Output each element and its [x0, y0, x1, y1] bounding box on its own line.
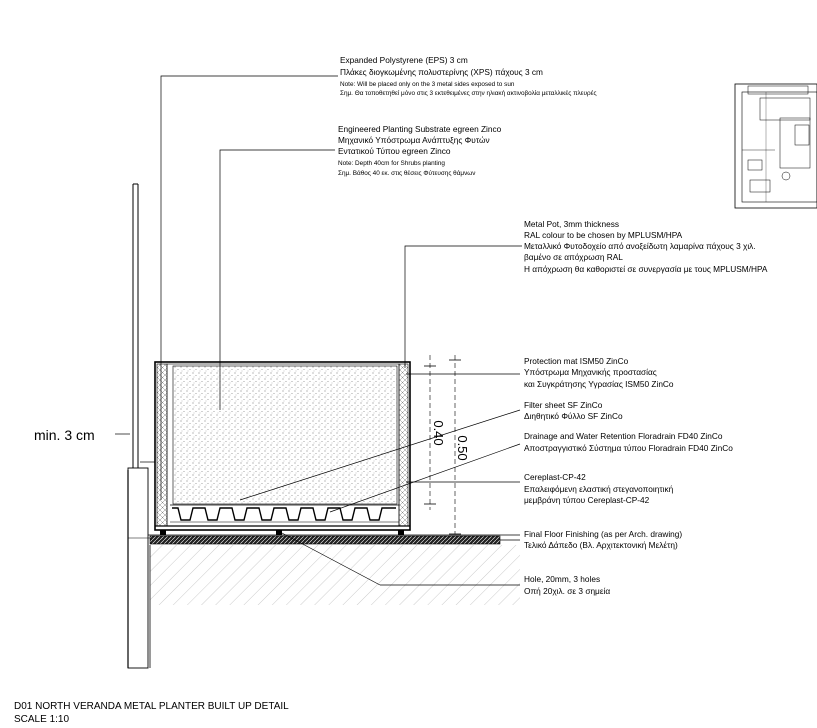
svg-text:Η απόχρωση θα καθοριστεί σε συ: Η απόχρωση θα καθοριστεί σε συνεργασία με τους MPLUSM/HPA: [524, 264, 768, 274]
svg-text:Hole, 20mm, 3 holes: Hole, 20mm, 3 holes: [524, 574, 601, 584]
svg-text:Filter sheet SF ZinCo: Filter sheet SF ZinCo: [524, 400, 603, 410]
svg-text:Αποστραγγιστικό Σύστημα τύπου: Αποστραγγιστικό Σύστημα τύπου Floradrain FD40 ZinCo: [524, 443, 733, 453]
callout-drainage: [524, 431, 733, 453]
callout-floor: [524, 529, 682, 550]
svg-text:Σημ. Θα τοποθετηθεί μόνο στις: Σημ. Θα τοποθετηθεί μόνο στις 3 εκτεθειμένες στην ηλιακή ακτινοβολία μεταλλικές πλευρές: [340, 90, 597, 97]
svg-text:Σημ. Βάθος 40 εκ. στις θέσεις: Σημ. Βάθος 40 εκ. στις θέσεις Φύτευσης θάμνων: [338, 170, 476, 177]
callout-hole: [524, 574, 610, 596]
svg-text:Εντατικού Τύπου egreen Zinco: Εντατικού Τύπου egreen Zinco: [338, 146, 451, 156]
drawing-title: D01 NORTH VERANDA METAL PLANTER BUILT UP DETAIL: [14, 701, 289, 712]
svg-text:Μηχανικό Υπόστρωμα Ανάπτυξης Φ: Μηχανικό Υπόστρωμα Ανάπτυξης Φυτών: [338, 135, 490, 145]
svg-text:Cereplast-CP-42: Cereplast-CP-42: [524, 472, 586, 482]
svg-text:Drainage and Water Retention F: Drainage and Water Retention Floradrain FD40 ZinCo: [524, 431, 723, 441]
svg-text:Οπή 20χιλ. σε 3 σημεία: Οπή 20χιλ. σε 3 σημεία: [524, 586, 611, 596]
svg-text:Note: Depth 40cm for Shrubs pl: Note: Depth 40cm for Shrubs planting: [338, 160, 445, 167]
callout-substrate: [338, 124, 502, 177]
drawing-scale: SCALE 1:10: [14, 714, 70, 725]
svg-text:Επαλειφόμενη ελαστική στεγανοπ: Επαλειφόμενη ελαστική στεγανοποιητική: [524, 484, 674, 494]
svg-text:Engineered Planting Substrate: Engineered Planting Substrate egreen Zinco: [338, 124, 502, 134]
svg-text:Expanded Polystyrene (EPS) 3 c: Expanded Polystyrene (EPS) 3 cm: [340, 55, 468, 65]
callout-protection-mat: [524, 356, 674, 389]
svg-text:Protection mat ISM50 ZinCo: Protection mat ISM50 ZinCo: [524, 356, 629, 366]
svg-text:Metal Pot, 3mm thickness: Metal Pot, 3mm thickness: [524, 219, 619, 229]
svg-text:RAL colour to be chosen by MPL: RAL colour to be chosen by MPLUSM/HPA: [524, 230, 683, 240]
svg-text:Διηθητικό Φύλλο SF ZinCo: Διηθητικό Φύλλο SF ZinCo: [524, 411, 623, 421]
substrate-ground: [140, 535, 520, 668]
callout-metal-pot: [524, 219, 768, 274]
callout-filter-sheet: [524, 400, 623, 421]
svg-text:Final Floor Finishing (as per: Final Floor Finishing (as per Arch. drawing): [524, 529, 683, 539]
svg-text:Μεταλλικό Φυτοδοχείο από ανοξε: Μεταλλικό Φυτοδοχείο από ανοξείδωτη λαμαρίνα πάχους 3 χιλ.: [524, 241, 756, 251]
svg-text:Πλάκες διογκωμένης πολυστερίνη: Πλάκες διογκωμένης πολυστερίνης (XPS) πάχους 3 cm: [340, 67, 543, 77]
svg-text:βαμένο σε απόχρωση RAL: βαμένο σε απόχρωση RAL: [524, 252, 623, 262]
depth-050-label: 0.50: [455, 435, 470, 461]
svg-text:και Συγκράτησης Υγρασίας ISM50: και Συγκράτησης Υγρασίας ISM50 ZinCo: [524, 379, 674, 389]
floor-finish: [150, 536, 500, 544]
callout-eps: [340, 55, 597, 97]
svg-text:μεμβράνη τύπου Cereplast-CP-42: μεμβράνη τύπου Cereplast-CP-42: [524, 495, 650, 505]
callout-cereplast: [524, 472, 674, 505]
depth-040-label: 0.40: [431, 420, 446, 446]
svg-text:Τελικό Δάπεδο (Βλ. Αρχιτεκτονι: Τελικό Δάπεδο (Βλ. Αρχιτεκτονική Μελέτη): [524, 540, 678, 550]
svg-text:Note: Will be placed only on t: Note: Will be placed only on the 3 metal sides exposed to sun: [340, 81, 515, 88]
min-thickness-label: min. 3 cm: [34, 427, 95, 443]
key-plan: [735, 84, 817, 208]
svg-text:Υπόστρωμα Μηχανικής προστασίας: Υπόστρωμα Μηχανικής προστασίας: [524, 367, 657, 377]
parapet-wall: [128, 184, 150, 668]
metal-planter: [155, 362, 410, 535]
